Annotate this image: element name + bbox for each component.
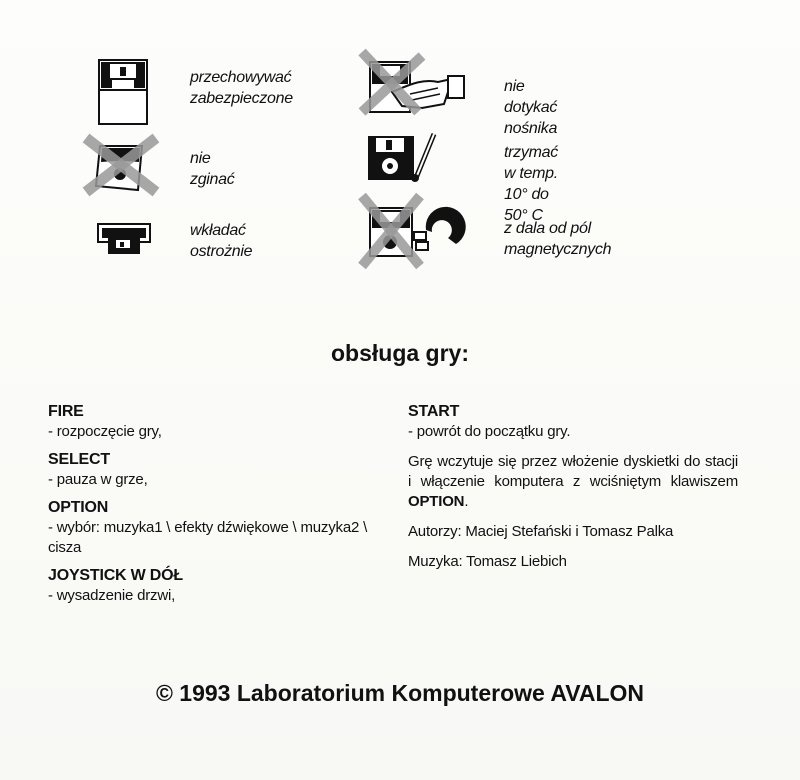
control-key: FIRE bbox=[48, 403, 84, 420]
control-description: - wybór: muzyka1 \ efekty dźwiękowe \ muzyka2 \ cisza bbox=[48, 519, 368, 556]
care-text-line: nośnika bbox=[504, 120, 558, 137]
copyright-notice: © 1993 Laboratorium Komputerowe AVALON bbox=[155, 680, 645, 706]
care-text-line: nie dotykać bbox=[504, 78, 558, 116]
do-not-touch-media-icon bbox=[352, 48, 472, 120]
control-description: - powrót do początku gry. bbox=[408, 423, 571, 440]
control-key: JOYSTICK W DÓŁ bbox=[48, 567, 183, 584]
care-text-line: trzymać bbox=[504, 144, 558, 161]
care-text-line: z dala od pól bbox=[504, 220, 591, 237]
care-text-line: nie zginać bbox=[190, 150, 235, 188]
care-text-line: w temp. 10° do 50° C bbox=[504, 165, 558, 224]
control-description: - wysadzenie drzwi, bbox=[48, 587, 176, 604]
control-key: START bbox=[408, 403, 460, 420]
loading-end: . bbox=[464, 493, 469, 510]
controls-right-column bbox=[408, 402, 738, 572]
temperature-range-icon bbox=[364, 130, 444, 184]
controls-left-column bbox=[48, 402, 382, 606]
care-text-line: wkładać bbox=[190, 222, 246, 239]
loading-instructions bbox=[408, 452, 738, 512]
authors-text: Autorzy: Maciej Stefański i Tomasz Palka bbox=[408, 523, 674, 540]
care-text-line: przechowywać bbox=[190, 69, 292, 86]
insert-carefully-icon bbox=[96, 218, 154, 258]
page-title: obsługa gry: bbox=[330, 340, 469, 366]
control-description: - pauza w grze, bbox=[48, 471, 148, 488]
floppy-disk-icon bbox=[96, 58, 152, 126]
loading-text: Grę wczytuje się przez włożenie dyskietki do stacji i włączenie komputera z wciśniętym klawiszem bbox=[408, 453, 738, 490]
care-text-line: zabezpieczone bbox=[190, 90, 293, 107]
control-description: - rozpoczęcie gry, bbox=[48, 423, 162, 440]
keep-away-magnet-icon bbox=[356, 192, 472, 272]
music-credit: Muzyka: Tomasz Liebich bbox=[408, 553, 567, 570]
care-text-line: ostrożnie bbox=[190, 243, 253, 260]
do-not-bend-icon bbox=[82, 132, 164, 198]
control-key: SELECT bbox=[48, 451, 110, 468]
loading-key: OPTION bbox=[408, 493, 465, 510]
control-key: OPTION bbox=[48, 499, 109, 516]
care-text-line: magnetycznych bbox=[504, 241, 612, 258]
